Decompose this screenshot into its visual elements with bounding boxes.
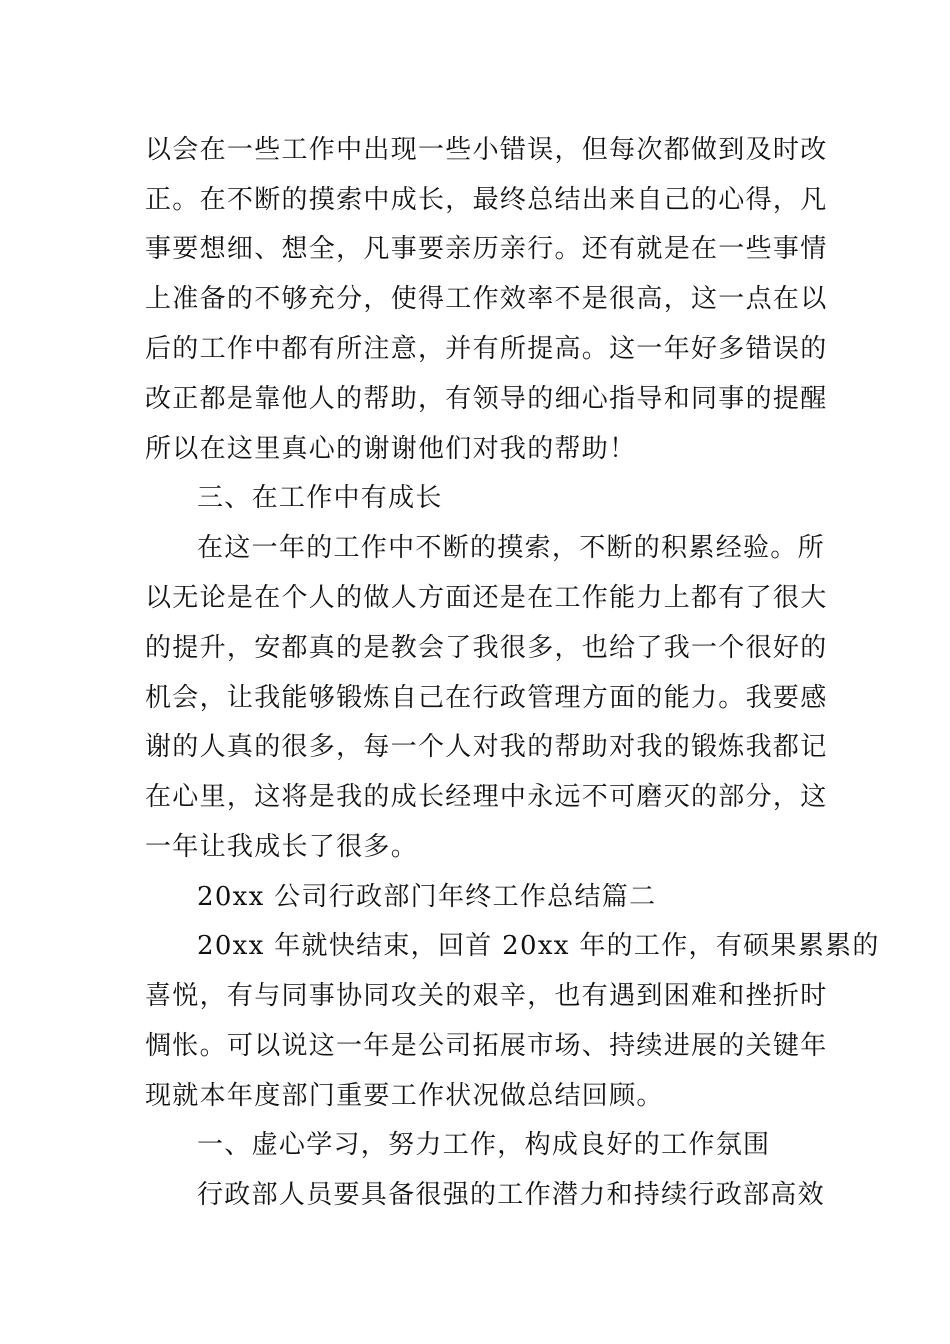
text-line: 现就本年度部门重要工作状况做总结回顾。 [145,1081,664,1111]
text-line: 以无论是在个人的做人方面还是在工作能力上都有了很大 [145,583,828,613]
text-line: 在这一年的工作中不断的摸索，不断的积累经验。所 [197,533,825,563]
text-line: 改正都是靠他人的帮助，有领导的细心指导和同事的提醒 [145,384,828,414]
text-line: 20xx 年就快结束，回首 20xx 年的工作，有硕果累累的 [197,931,880,961]
text-line: 以会在一些工作中出现一些小错误，但每次都做到及时改 [145,135,828,165]
text-line: 惆怅。可以说这一年是公司拓展市场、持续进展的关键年 [145,1031,828,1061]
text-line: 事要想细、想全，凡事要亲历亲行。还有就是在一些事情 [145,234,828,264]
text-line: 喜悦，有与同事协同攻关的艰辛，也有遇到困难和挫折时 [145,981,828,1011]
text-line: 机会，让我能够锻炼自己在行政管理方面的能力。我要感 [145,683,828,713]
document-title: 20xx 公司行政部门年终工作总结篇二 [197,882,657,912]
text-line: 在心里，这将是我的成长经理中永远不可磨灭的部分，这 [145,782,828,812]
text-line: 谢的人真的很多，每一个人对我的帮助对我的锻炼我都记 [145,732,828,762]
text-line: 正。在不断的摸索中成长，最终总结出来自己的心得，凡 [145,185,828,215]
text-line: 上准备的不够充分，使得工作效率不是很高，这一点在以 [145,284,828,314]
section-heading: 三、在工作中有成长 [197,483,443,513]
text-line: 后的工作中都有所注意，并有所提高。这一年好多错误的 [145,334,828,364]
text-line: 所以在这里真心的谢谢他们对我的帮助！ [145,434,637,464]
text-line: 一年让我成长了很多。 [145,832,419,862]
text-line: 的提升，安都真的是教会了我很多，也给了我一个很好的 [145,633,828,663]
text-line: 行政部人员要具备很强的工作潜力和持续行政部高效 [197,1180,825,1210]
section-heading: 一、虚心学习，努力工作，构成良好的工作氛围 [197,1130,771,1160]
